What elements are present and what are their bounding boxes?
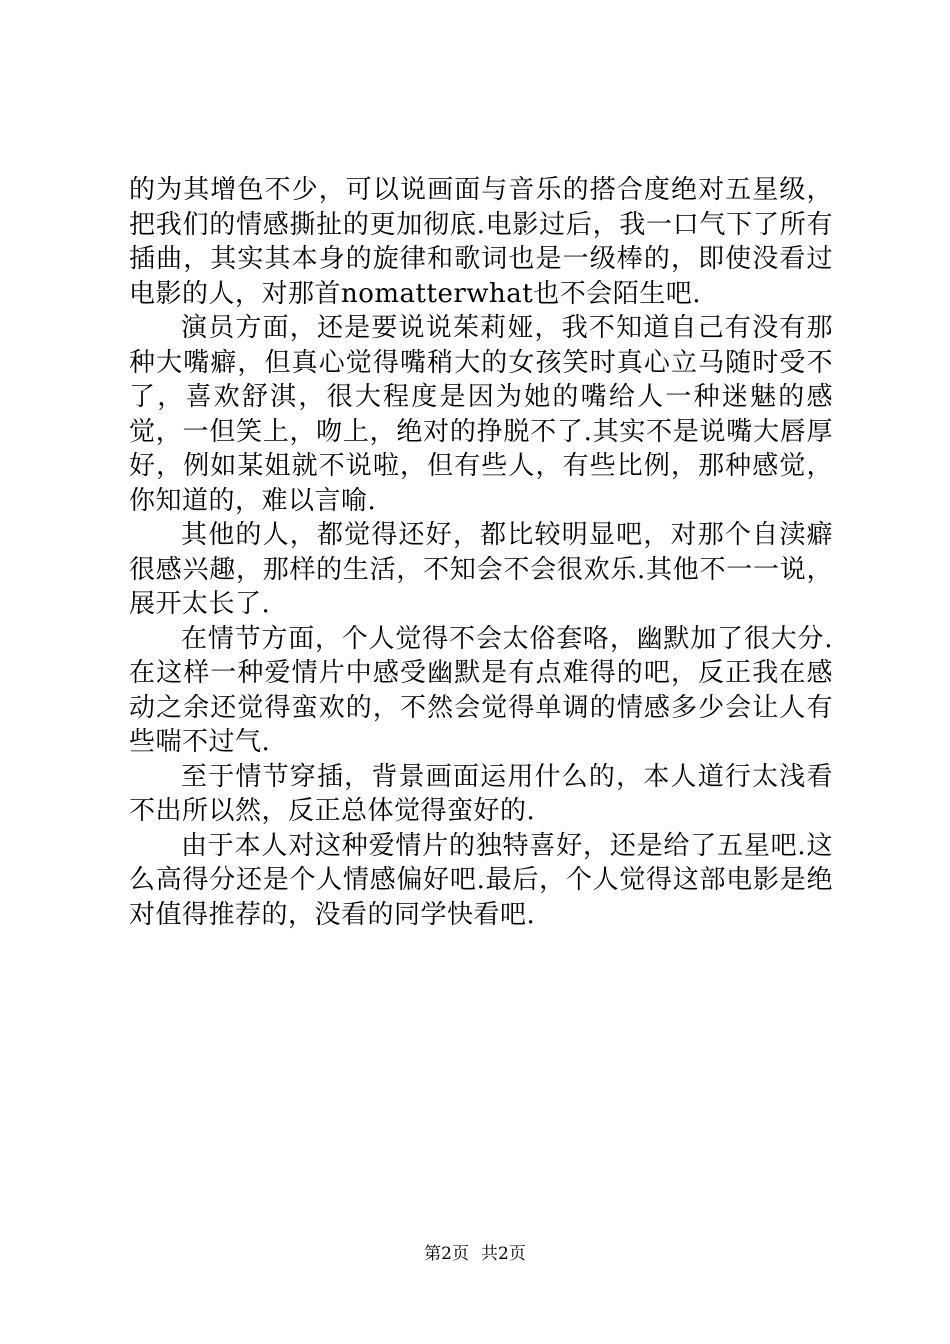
- paragraph-3: 其他的人，都觉得还好，都比较明显吧，对那个自渎癖很感兴趣，那样的生活，不知会不会很欢乐.其他不一一说，展开太长了.: [129, 520, 833, 619]
- document-body: [129, 173, 833, 932]
- paragraph-4: 在情节方面，个人觉得不会太俗套咯，幽默加了很大分.在这样一种爱情片中感受幽默是有点难得的吧，反正我在感动之余还觉得蛮欢的，不然会觉得单调的情感多少会让人有些喘不过气.: [129, 623, 833, 757]
- paragraph-2: 演员方面，还是要说说茱莉娅，我不知道自己有没有那种大嘴癖，但真心觉得嘴稍大的女孩笑时真心立马随时受不了，喜欢舒淇，很大程度是因为她的嘴给人一种迷魅的感觉，一但笑上，吻上，绝对的挣脱不了.其实不是说嘴大唇厚好，例如某姐就不说啦，但有些人，有些比例，那种感觉，你知道的，难以言喻.: [129, 313, 833, 516]
- page-number-current: 第2页: [424, 1244, 469, 1264]
- paragraph-5: 至于情节穿插，背景画面运用什么的，本人道行太浅看不出所以然，反正总体觉得蛮好的.: [129, 761, 833, 826]
- page-footer: [0, 1244, 950, 1264]
- paragraph-1: 的为其增色不少，可以说画面与音乐的搭合度绝对五星级，把我们的情感撕扯的更加彻底.电影过后，我一口气下了所有插曲，其实其本身的旋律和歌词也是一级棒的，即使没看过电影的人，对那首nomatterwhat也不会陌生吧.: [129, 175, 833, 309]
- paragraph-6: 由于本人对这种爱情片的独特喜好，还是给了五星吧.这么高得分还是个人情感偏好吧.最后，个人觉得这部电影是绝对值得推荐的，没看的同学快看吧.: [129, 830, 833, 930]
- page-number-total: 共2页: [481, 1244, 526, 1264]
